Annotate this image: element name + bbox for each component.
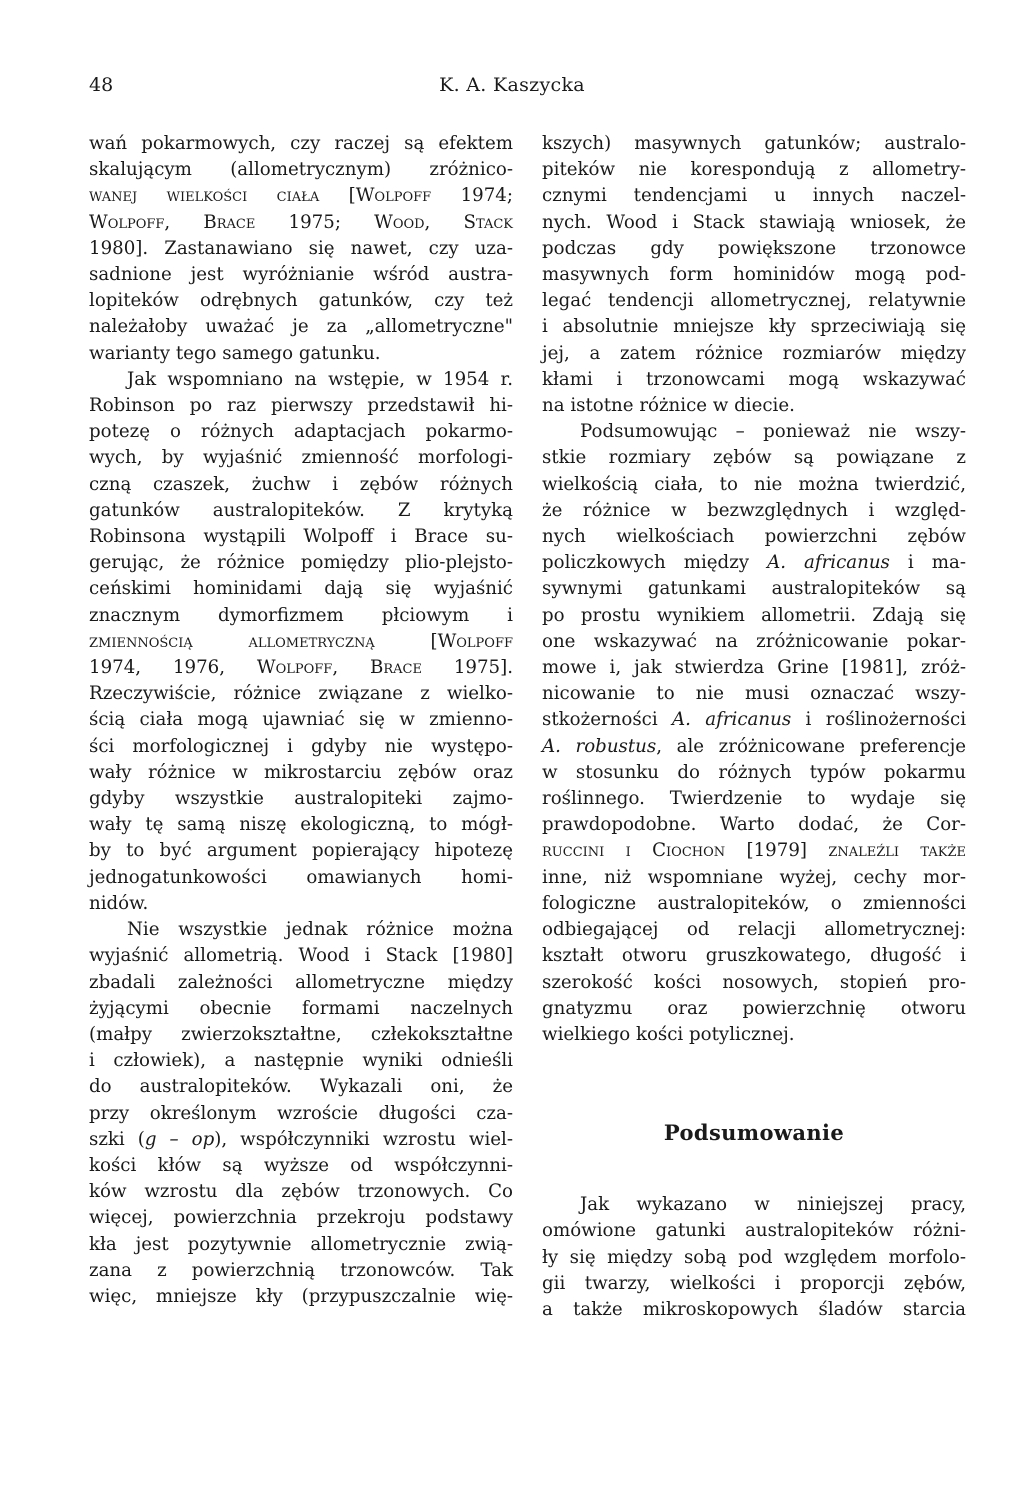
text-line: by to być argument popierający hipotezę <box>89 840 513 862</box>
text-line: wyjaśnić allometrią. Wood i Stack [1980] <box>89 945 513 967</box>
text-line: jednogatunkowości omawianych homi- <box>89 866 513 888</box>
text-line: szki (g – op), współczynniki wzrostu wiel- <box>89 1128 513 1150</box>
text-line: Robinsona wystąpili Wolpoff i Brace su- <box>89 526 513 548</box>
text-line: Jak wykazano w niniejszej pracy, <box>580 1194 966 1216</box>
text-line: ły się między sobą pod względem morfolo- <box>542 1246 966 1268</box>
text-line: stkożerności A. africanus i roślinożerności <box>542 709 967 731</box>
text-line: czną czaszek, żuchw i zębów różnych <box>89 473 513 495</box>
text-line: zbadali zależności allometryczne między <box>89 971 513 993</box>
paragraph-allometry-question <box>89 131 513 367</box>
text-line: 1980]. Zastanawiano się nawet, czy uza- <box>89 237 513 259</box>
text-line: one wskazywać na zróżnicowanie pokar- <box>542 630 966 652</box>
text-line: Jak wspomniano na wstępie, w 1954 r. <box>127 368 513 390</box>
text-line: odbiegającej od relacji allometrycznej: <box>542 919 966 941</box>
text-line: fologiczne australopiteków, o zmienności <box>542 892 966 914</box>
text-line: w stosunku do różnych typów pokarmu <box>542 761 966 783</box>
text-line: lopiteków odrębnych gatunków, czy też <box>89 290 513 312</box>
text-line: że różnice w bezwzględnych i względ- <box>542 499 966 521</box>
text-line: nidów. <box>89 892 149 914</box>
text-line: szerokość kości nosowych, stopień pro- <box>542 971 966 993</box>
text-line: nych. Wood i Stack stawiają wniosek, że <box>542 211 966 233</box>
text-line: przy określonym wzroście długości cza- <box>89 1102 513 1124</box>
paragraph-wood-stack <box>89 917 513 1310</box>
text-line: A. robustus, ale zróżnicowane preferencje <box>542 735 967 757</box>
text-line: kła jest pozytywnie allometrycznie zwią- <box>89 1233 513 1255</box>
text-line: gnatyzmu oraz powierzchnię otworu <box>542 997 966 1019</box>
text-line: po prostu wynikiem allometrii. Zdają się <box>542 604 966 626</box>
text-line: kszych) masywnych gatunków; australo- <box>542 133 966 154</box>
text-line: ków wzrostu dla zębów trzonowych. Co <box>89 1181 513 1203</box>
text-line: ceńskimi hominidami dają się wyjaśnić <box>89 578 513 600</box>
text-line: gerując, że różnice pomiędzy plio-plejsto- <box>89 552 513 574</box>
paragraph-summarizing <box>542 419 966 1048</box>
text-line: i absolutnie mniejsze kły sprzeciwiają się <box>542 316 966 338</box>
paragraph-canines-continued <box>542 131 966 419</box>
text-line: stkie rozmiary zębów są powiązane z <box>542 447 966 469</box>
text-line: gatunków australopiteków. Z krytyką <box>89 499 513 521</box>
paragraph-robinson-hypothesis <box>89 367 513 917</box>
text-line: wanej wielkości ciała [Wolpoff 1974; <box>89 185 513 207</box>
text-line: (małpy zwierzokształtne, człekokształtne <box>89 1023 513 1045</box>
text-line: masywnych form hominidów mogą pod- <box>542 264 966 286</box>
text-line: ści morfologicznej i gdyby nie występo- <box>89 735 513 757</box>
page-number: 48 <box>89 74 114 96</box>
text-line: ruccini i Ciochon [1979] znaleźli także <box>542 840 966 862</box>
text-line: Podsumowując – ponieważ nie wszy- <box>580 421 966 443</box>
text-line: a także mikroskopowych śladów starcia <box>542 1298 966 1320</box>
running-head: K. A. Kaszycka <box>439 74 585 96</box>
text-line: prawdopodobne. Warto dodać, że Cor- <box>542 814 966 836</box>
text-line: należałoby uważać je za „allometryczne" <box>89 316 513 338</box>
text-line: omówione gatunki australopiteków różni- <box>542 1220 966 1242</box>
text-line: mowe i, jak stwierdza Grine [1981], zróż- <box>542 657 966 679</box>
text-line: nicowanie to nie musi oznaczać wszy- <box>542 683 966 705</box>
section-heading-text: Podsumowanie <box>663 1120 845 1146</box>
text-line: na istotne różnice w diecie. <box>542 395 795 417</box>
text-line: sadnione jest wyróżnianie wśród austra- <box>89 264 513 286</box>
text-line: cznymi tendencjami u innych naczel- <box>542 185 966 207</box>
text-line: wych, by wyjaśnić zmienność morfologi- <box>89 447 513 469</box>
text-line: inne, niż wspomniane wyżej, cechy mor- <box>542 866 966 888</box>
text-line: piteków nie korespondują z allometry- <box>542 159 966 181</box>
text-line: zana z powierzchnią trzonowców. Tak <box>89 1259 513 1281</box>
right-column <box>542 131 966 1323</box>
text-line: legać tendencji allometrycznej, relatywnie <box>542 290 966 312</box>
text-line: żyjącymi obecnie formami naczelnych <box>89 997 513 1019</box>
text-line: do australopiteków. Wykazali oni, że <box>89 1076 513 1098</box>
text-line: wielkiego kości potylicznej. <box>542 1023 795 1045</box>
text-line: sywnymi gatunkami australopiteków są <box>542 578 966 600</box>
text-line: potezę o różnych adaptacjach pokarmo- <box>89 421 513 443</box>
text-line: kłami i trzonowcami mogą wskazywać <box>542 368 966 390</box>
text-line: zmiennością allometryczną [Wolpoff <box>89 630 513 652</box>
text-line: wały tę samą niszę ekologiczną, to mógł- <box>89 814 513 836</box>
text-line: Robinson po raz pierwszy przedstawił hi- <box>89 395 513 417</box>
text-line: ścią ciała mogą ujawniać się w zmienno- <box>89 709 513 731</box>
paragraph-summary <box>542 1192 966 1323</box>
text-line: jej, a zatem różnice rozmiarów między <box>542 342 966 364</box>
text-line: podczas gdy powiększone trzonowce <box>542 237 966 259</box>
text-line: i człowiek), a następnie wyniki odnieśli <box>89 1050 513 1072</box>
text-line: znacznym dymorfizmem płciowym i <box>89 604 513 626</box>
text-line: warianty tego samego gatunku. <box>89 342 381 364</box>
text-line: gdyby wszystkie australopiteki zajmo- <box>89 788 513 810</box>
text-line: skalującym (allometrycznym) zróżnico- <box>89 159 513 181</box>
text-line: wielkością ciała, to nie można twierdzić, <box>542 473 966 495</box>
text-line: wań pokarmowych, czy raczej są efektem <box>89 133 513 154</box>
text-line: policzkowych między A. africanus i ma- <box>542 552 966 574</box>
text-line: Wolpoff, Brace 1975; Wood, Stack <box>89 211 513 233</box>
text-line: Rzeczywiście, różnice związane z wielko- <box>89 683 513 705</box>
text-line: Nie wszystkie jednak różnice można <box>127 919 513 941</box>
section-heading <box>542 1120 966 1154</box>
text-line: kości kłów są wyższe od współczynni- <box>89 1154 513 1176</box>
text-line: więc, mniejsze kły (przypuszczalnie wię- <box>89 1285 513 1307</box>
text-line: nych wielkościach powierzchni zębów <box>542 526 966 548</box>
text-line: roślinnego. Twierdzenie to wydaje się <box>542 788 966 810</box>
left-column <box>89 131 513 1310</box>
text-line: gii twarzy, wielkości i proporcji zębów, <box>542 1272 966 1294</box>
text-line: więcej, powierzchnia przekroju podstawy <box>89 1207 513 1229</box>
text-line: 1974, 1976, Wolpoff, Brace 1975]. <box>89 657 513 679</box>
text-line: wały różnice w mikrostarciu zębów oraz <box>89 761 513 783</box>
text-line: kształt otworu gruszkowatego, długość i <box>542 945 966 967</box>
